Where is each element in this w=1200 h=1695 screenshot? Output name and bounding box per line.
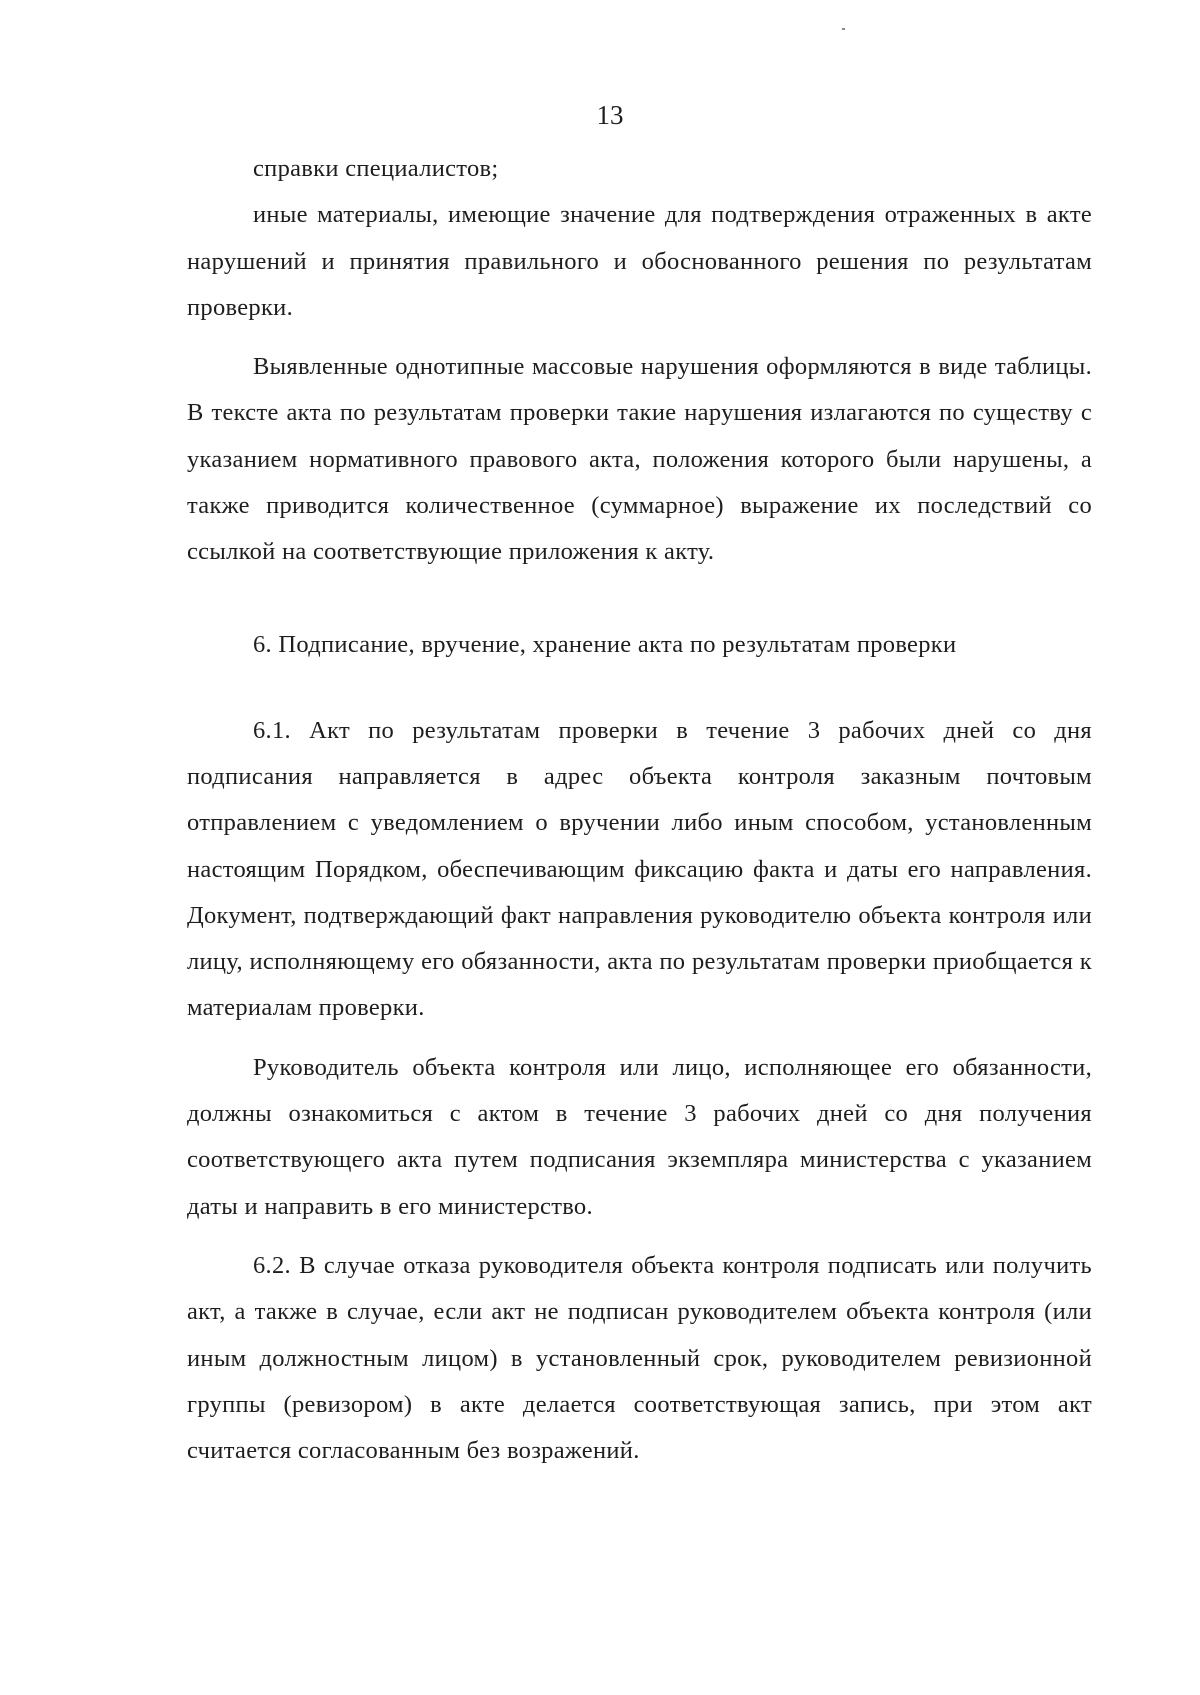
page-number: 13 [596,100,624,130]
scan-artifact [842,28,845,30]
paragraph-specialist-references: справки специалистов; [253,155,499,182]
paragraph-head-familiarization: Руководитель объекта контроля или лицо, исполняющее его обязанности, должны ознакомиться с актом в течение 3 рабочих дней со дня получения соответствующего акта путем подписания экземпляра министерства с указанием даты и направить в его министерство. [187,1053,1092,1220]
section-heading: 6. Подписание, вручение, хранение акта по результатам проверки [253,630,957,658]
paragraph-6-2: 6.2. В случае отказа руководителя объекта контроля подписать или получить акт, а также в случае, если акт не подписан руководителем объекта контроля (или иным должностным лицом) в установленный срок, руководителем ревизионной группы (ревизором) в акте делается соответствующая запись, при этом акт считается согласованным без возражений. [187,1251,1092,1465]
paragraph-other-materials: иные материалы, имеющие значение для подтверждения отраженных в акте нарушений и принятия правильного и обоснованного решения по результатам проверки. [187,201,1092,321]
paragraph-6-1: 6.1. Акт по результатам проверки в течение 3 рабочих дней со дня подписания направляется в адрес объекта контроля заказным почтовым отправлением с уведомлением о вручении либо иным способом, установленным настоящим Порядком, обеспечивающим фиксацию факта и даты его направления. Документ, подтверждающий факт направления руководителю объекта контроля или лицу, исполняющему его обязанности, акта по результатам проверки приобщается к материалам проверки. [187,716,1092,1022]
paragraph-mass-violations: Выявленные однотипные массовые нарушения оформляются в виде таблицы. В тексте акта по результатам проверки такие нарушения излагаются по существу с указанием нормативного правового акта, положения которого были нарушены, а также приводится количественное (суммарное) выражение их последствий со ссылкой на соответствующие приложения к акту. [187,353,1092,566]
document-body [187,146,1092,1487]
